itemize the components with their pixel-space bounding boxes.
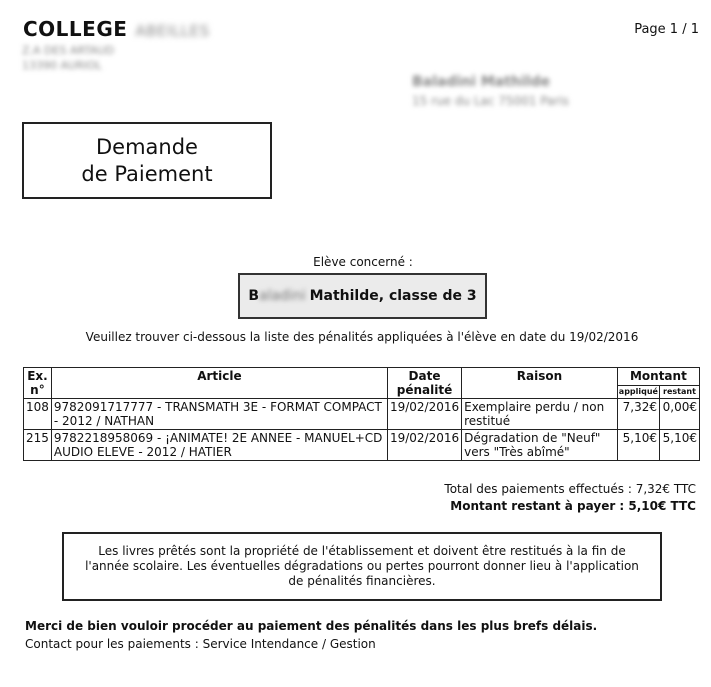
header-restant: restant: [659, 386, 699, 399]
cell-article: 9782091717777 - TRANSMATH 3E - FORMAT COMPACT - 2012 / NATHAN: [51, 399, 387, 430]
recipient-name: Baladini Mathilde: [412, 74, 550, 90]
header-article: Article: [51, 368, 387, 399]
intro-text: Veuillez trouver ci-dessous la liste des pénalités appliquées à l'élève en date du 19/02/2016: [85, 330, 639, 344]
document-title-line1: Demande: [96, 134, 198, 159]
total-paid: Total des paiements effectués : 7,32€ TTC: [444, 482, 696, 496]
recipient-block: [412, 72, 569, 110]
cell-applique: 5,10€: [617, 430, 659, 461]
table-row: [24, 430, 700, 461]
header-ex: Ex. n°: [24, 368, 52, 399]
cell-article: 9782218958069 - ¡ANIMATE! 2E ANNEE - MANUEL+CD AUDIO ELEVE - 2012 / HATIER: [51, 430, 387, 461]
cell-ex: 108: [24, 399, 52, 430]
cell-raison: Dégradation de "Neuf" vers "Très abîmé": [462, 430, 618, 461]
document-title-line2: de Paiement: [81, 161, 213, 186]
cell-restant: 0,00€: [659, 399, 699, 430]
totals-block: [444, 481, 696, 515]
header-applique: appliqué: [617, 386, 659, 399]
cell-date: 19/02/2016: [387, 430, 461, 461]
cell-raison: Exemplaire perdu / non restitué: [462, 399, 618, 430]
header-date: Date pénalité: [387, 368, 461, 399]
college-name-redacted: ABEILLES: [135, 22, 210, 40]
cell-restant: 5,10€: [659, 430, 699, 461]
college-address-line1: Z.A DES ARTAUD: [22, 44, 115, 57]
student-box: [238, 273, 487, 319]
total-remaining: Montant restant à payer : 5,10€ TTC: [450, 499, 696, 513]
student-initial: B: [248, 288, 259, 304]
header-raison: Raison: [462, 368, 618, 399]
page-number: Page 1 / 1: [634, 22, 699, 37]
student-name-rest: Mathilde, classe de 3: [309, 288, 477, 304]
cell-applique: 7,32€: [617, 399, 659, 430]
header-montant: Montant: [617, 368, 699, 386]
document-title-box: [22, 122, 272, 199]
notice-box: Les livres prêtés sont la propriété de l'établissement et doivent être restitués à la fin de l'année scolaire. Les éventuelles dégradations ou pertes pourront donner lieu à l'application de pénalités financières.: [62, 532, 662, 601]
closing-text: Merci de bien vouloir procéder au paiement des pénalités dans les plus brefs délais.: [25, 619, 598, 633]
cell-date: 19/02/2016: [387, 399, 461, 430]
contact-text: Contact pour les paiements : Service Intendance / Gestion: [25, 637, 376, 651]
college-title: [23, 17, 210, 41]
college-address-line2: 13390 AURIOL: [22, 59, 102, 72]
student-surname-redacted: aladini: [259, 288, 306, 304]
student-label: Elève concerné :: [313, 255, 413, 269]
table-row: [24, 399, 700, 430]
college-label: COLLEGE: [23, 17, 128, 41]
recipient-address: 15 rue du Lac 75001 Paris: [412, 94, 569, 108]
penalties-table: [23, 367, 700, 461]
college-address: [22, 43, 114, 73]
cell-ex: 215: [24, 430, 52, 461]
